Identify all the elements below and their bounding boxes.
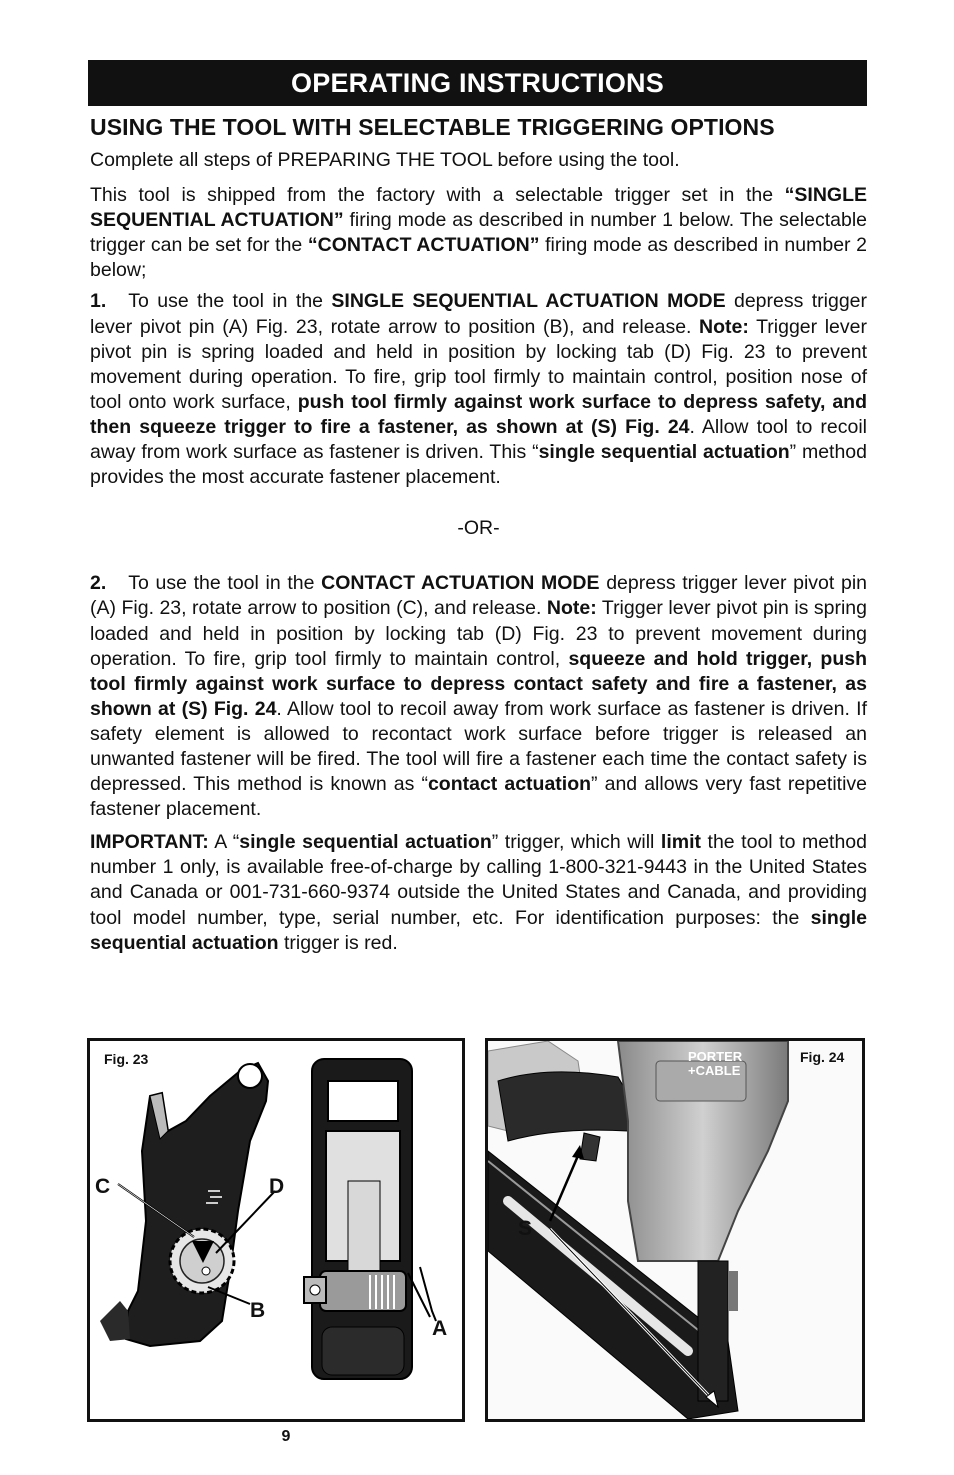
intro-paragraph: Complete all steps of PREPARING THE TOOL before using the tool. (90, 149, 680, 171)
brand-logo-line2: +CABLE (688, 1063, 741, 1078)
step-number: 2. (90, 572, 107, 595)
page-number: 9 (281, 1428, 291, 1445)
callout-s: S (518, 1217, 533, 1240)
nailer-photo-illustration (488, 1041, 862, 1419)
figure-24 (485, 1038, 865, 1422)
callout-b: B (250, 1299, 266, 1322)
brand-logo-line1: PORTER (688, 1049, 743, 1064)
figure-label: Fig. 23 (104, 1051, 149, 1067)
section-heading: USING THE TOOL WITH SELECTABLE TRIGGERING OPTIONS (90, 114, 775, 140)
step-number: 1. (90, 290, 107, 313)
callout-a: A (432, 1317, 448, 1340)
trigger-illustration (90, 1041, 462, 1419)
figure-label: Fig. 24 (800, 1049, 845, 1065)
step-2-paragraph: 2. To use the tool in the CONTACT ACTUATION MODE depress trigger lever pivot pin (A) Fig. 23, rotate arrow to position (C), and release. Note: Trigger lever pivot pin is spring loaded and held in position by locking tab (D) Fig. 23 to prevent movement during operation. To fire, grip tool firmly to maintain control, squeeze and hold trigger, push tool firmly against work surface to depress contact safety and fire a fastener, as shown at (S) Fig. 24. Allow tool to recoil away from work surface as fastener is driven. If safety element is allowed to recontact work surface before trigger is released an unwanted fastener will be fired. The tool will fire a fastener each time the contact safety is depressed. This method is known as “contact actuation” and allows very fast repetitive fastener placement. (90, 572, 868, 821)
step-1-paragraph: 1. To use the tool in the SINGLE SEQUENTIAL ACTUATION MODE depress trigger lever pivot pin (A) Fig. 23, rotate arrow to position (B), and release. Note: Trigger lever pivot pin is spring loaded and held in position by locking tab (D) Fig. 23 to prevent movement during operation. To fire, grip tool firmly to maintain control, position nose of tool onto work surface, push tool firmly against work surface to depress safety, and then squeeze trigger to fire a fastener, as shown at (S) Fig. 24. Allow tool to recoil away from work surface as fastener is driven. This “single sequential actuation” method provides the most accurate fastener placement. (90, 290, 868, 489)
figure-23 (87, 1038, 465, 1422)
or-separator: -OR- (457, 517, 500, 540)
important-paragraph: IMPORTANT: A “single sequential actuation” trigger, which will limit the tool to method number 1 only, is available free-of-charge by calling 1-800-321-9443 in the United States and Canada or 001-731-660-9374 outside the United States and Canada, and providing tool model number, type, serial number, etc. For identification purposes: the single sequential actuation trigger is red. (90, 831, 867, 954)
shipping-paragraph: This tool is shipped from the factory with a selectable trigger set in the “SINGLE SEQUENTIAL ACTUATION” firing mode as described in number 1 below. The selectable trigger can be set for the “CONTACT ACTUATION” firing mode as described in number 2 below; (90, 184, 867, 282)
callout-d: D (269, 1175, 285, 1198)
section-banner: OPERATING INSTRUCTIONS (88, 60, 867, 106)
page-content (90, 112, 867, 956)
callout-c: C (95, 1175, 111, 1198)
